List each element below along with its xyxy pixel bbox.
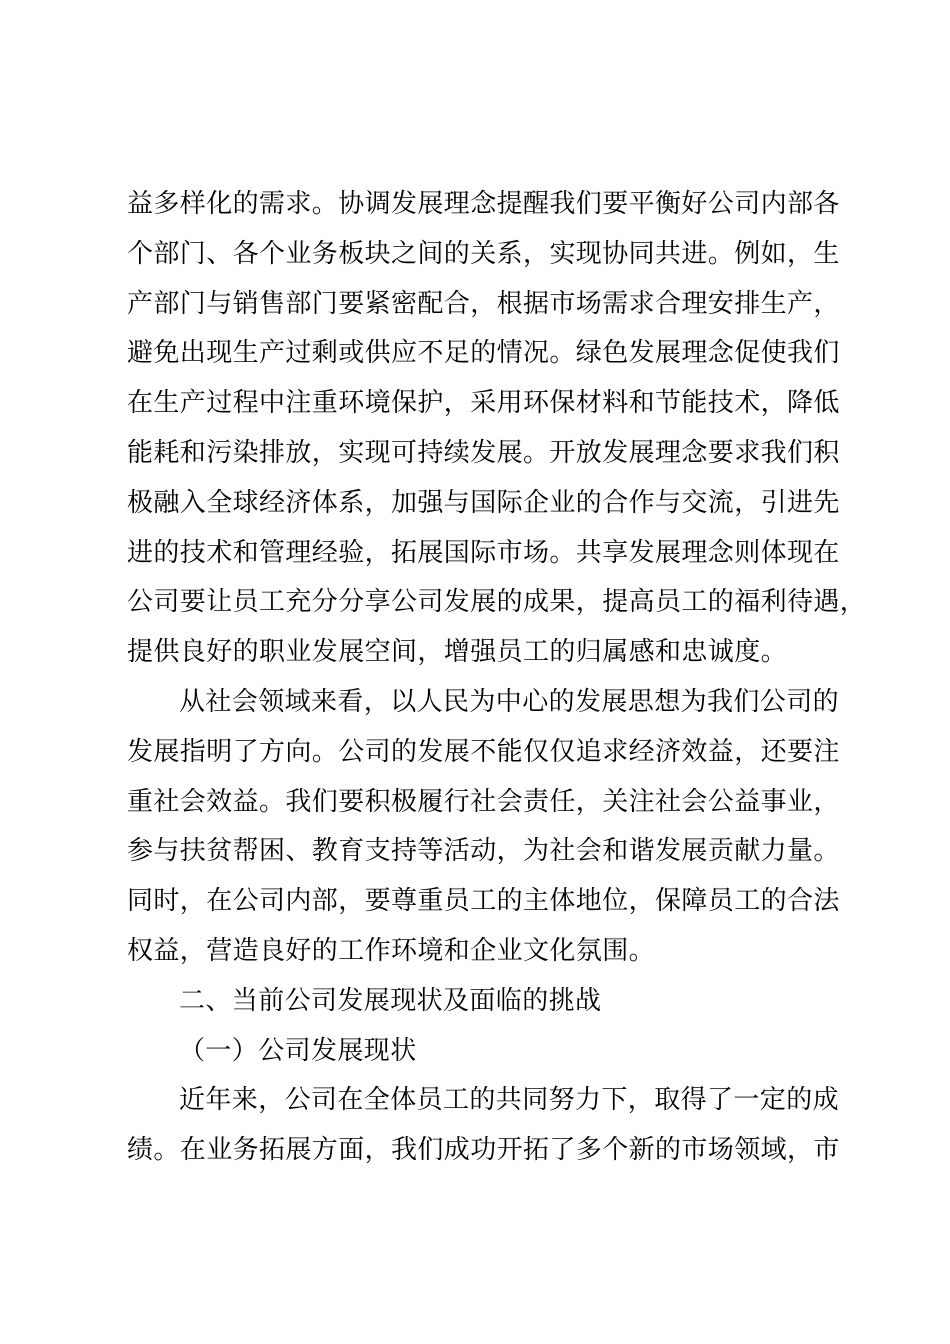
text-line: 在生产过程中注重环境保护，采用环保材料和节能技术，降低 <box>127 388 840 419</box>
text-line: 绩。在业务拓展方面，我们成功开拓了多个新的市场领域，市 <box>127 1135 840 1166</box>
text-line: 能耗和污染排放，实现可持续发展。开放发展理念要求我们积 <box>127 437 840 468</box>
text-line: 公司要让员工充分分享公司发展的成果，提高员工的福利待遇， <box>127 587 867 618</box>
text-line: 重社会效益。我们要积极履行社会责任，关注社会公益事业， <box>127 786 840 817</box>
text-line: 个部门、各个业务板块之间的关系，实现协同共进。例如，生 <box>127 238 840 269</box>
document-body <box>127 180 867 1176</box>
text-line: 参与扶贫帮困、教育支持等活动，为社会和谐发展贡献力量。 <box>127 836 840 867</box>
text-line: 极融入全球经济体系，加强与国际企业的合作与交流，引进先 <box>127 487 840 518</box>
text-line: 进的技术和管理经验，拓展国际市场。共享发展理念则体现在 <box>127 537 840 568</box>
text-line: 产部门与销售部门要紧密配合，根据市场需求合理安排生产， <box>127 288 840 319</box>
text-line: 避免出现生产过剩或供应不足的情况。绿色发展理念促使我们 <box>127 338 840 369</box>
text-line: 权益，营造良好的工作环境和企业文化氛围。 <box>127 935 656 966</box>
text-line: 发展指明了方向。公司的发展不能仅仅追求经济效益，还要注 <box>127 736 840 767</box>
section-heading: 二、当前公司发展现状及面临的挑战 <box>179 985 602 1016</box>
text-line: 提供良好的职业发展空间，增强员工的归属感和忠诚度。 <box>127 637 788 668</box>
text-line: 同时，在公司内部，要尊重员工的主体地位，保障员工的合法 <box>127 886 840 917</box>
paragraph-start-line: 从社会领域来看，以人民为中心的发展思想为我们公司的 <box>179 686 840 717</box>
subsection-heading: （一）公司发展现状 <box>179 1035 417 1066</box>
paragraph-start-line: 近年来，公司在全体员工的共同努力下，取得了一定的成 <box>179 1085 840 1116</box>
text-line: 益多样化的需求。协调发展理念提醒我们要平衡好公司内部各 <box>127 189 840 219</box>
